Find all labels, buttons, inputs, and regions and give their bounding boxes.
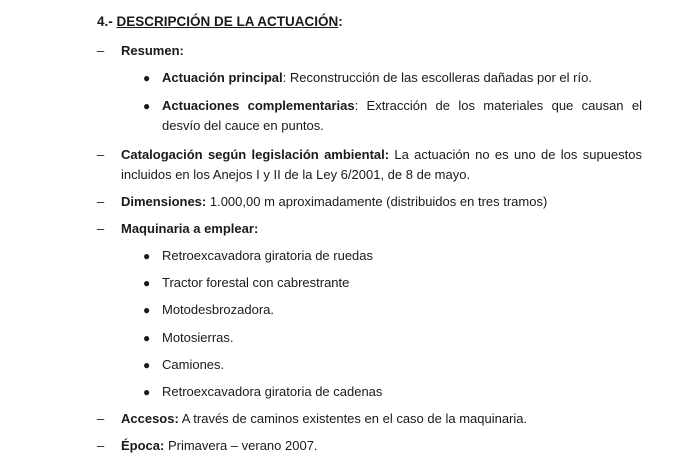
bullet-marker: ● <box>143 276 151 290</box>
accesos-label: Accesos: <box>121 411 179 426</box>
catalogacion-text: La actuación no es uno de los supuestos incluidos en los Anejos I y II de la Ley 6/2001, de 8 de mayo. <box>121 147 642 182</box>
maquinaria-item-text: Camiones. <box>162 357 225 372</box>
maquinaria-item-text: Retroexcavadora giratoria de cadenas <box>162 384 383 399</box>
dash-marker: – <box>97 147 105 162</box>
dash-marker: – <box>97 221 105 236</box>
bullet-marker: ● <box>143 303 151 317</box>
actuacion-principal-label: Actuación principal <box>162 70 283 85</box>
maquinaria-item-text: Retroexcavadora giratoria de ruedas <box>162 248 374 263</box>
resumen-label: Resumen: <box>121 43 184 58</box>
dash-marker: – <box>97 194 105 209</box>
section-number: 4.- <box>97 14 113 29</box>
dash-marker: – <box>97 438 105 453</box>
actuacion-principal-text: : Reconstrucción de las escolleras dañadas por el río. <box>282 70 592 85</box>
bullet-marker: ● <box>143 358 151 372</box>
dash-marker: – <box>97 43 105 58</box>
epoca-text: Primavera – verano 2007. <box>164 438 318 453</box>
bullet-marker: ● <box>143 249 151 263</box>
maquinaria-label: Maquinaria a emplear: <box>121 221 259 236</box>
bullet-marker: ● <box>143 99 151 113</box>
dimensiones-label: Dimensiones: <box>121 194 207 209</box>
bullet-marker: ● <box>143 71 151 85</box>
dash-marker: – <box>97 411 105 426</box>
catalogacion-label: Catalogación según legislación ambiental: <box>121 147 390 162</box>
epoca-label: Época: <box>121 438 165 453</box>
actuaciones-complementarias-label: Actuaciones complementarias <box>162 98 355 113</box>
maquinaria-item-text: Motosierras. <box>162 330 234 345</box>
maquinaria-item-text: Tractor forestal con cabrestrante <box>162 275 350 290</box>
actuaciones-complementarias-text: : Extracción de los materiales que causan el desvío del cauce en puntos. <box>162 98 642 133</box>
section-heading <box>97 14 343 29</box>
bullet-marker: ● <box>143 385 151 399</box>
section-title: DESCRIPCIÓN DE LA ACTUACIÓN <box>116 14 339 29</box>
section-colon: : <box>338 14 343 29</box>
dimensiones-text: 1.000,00 m aproximadamente (distribuidos en tres tramos) <box>206 194 548 209</box>
accesos-text: A través de caminos existentes en el caso de la maquinaria. <box>178 411 528 426</box>
bullet-marker: ● <box>143 331 151 345</box>
maquinaria-item-text: Motodesbrozadora. <box>162 302 275 317</box>
